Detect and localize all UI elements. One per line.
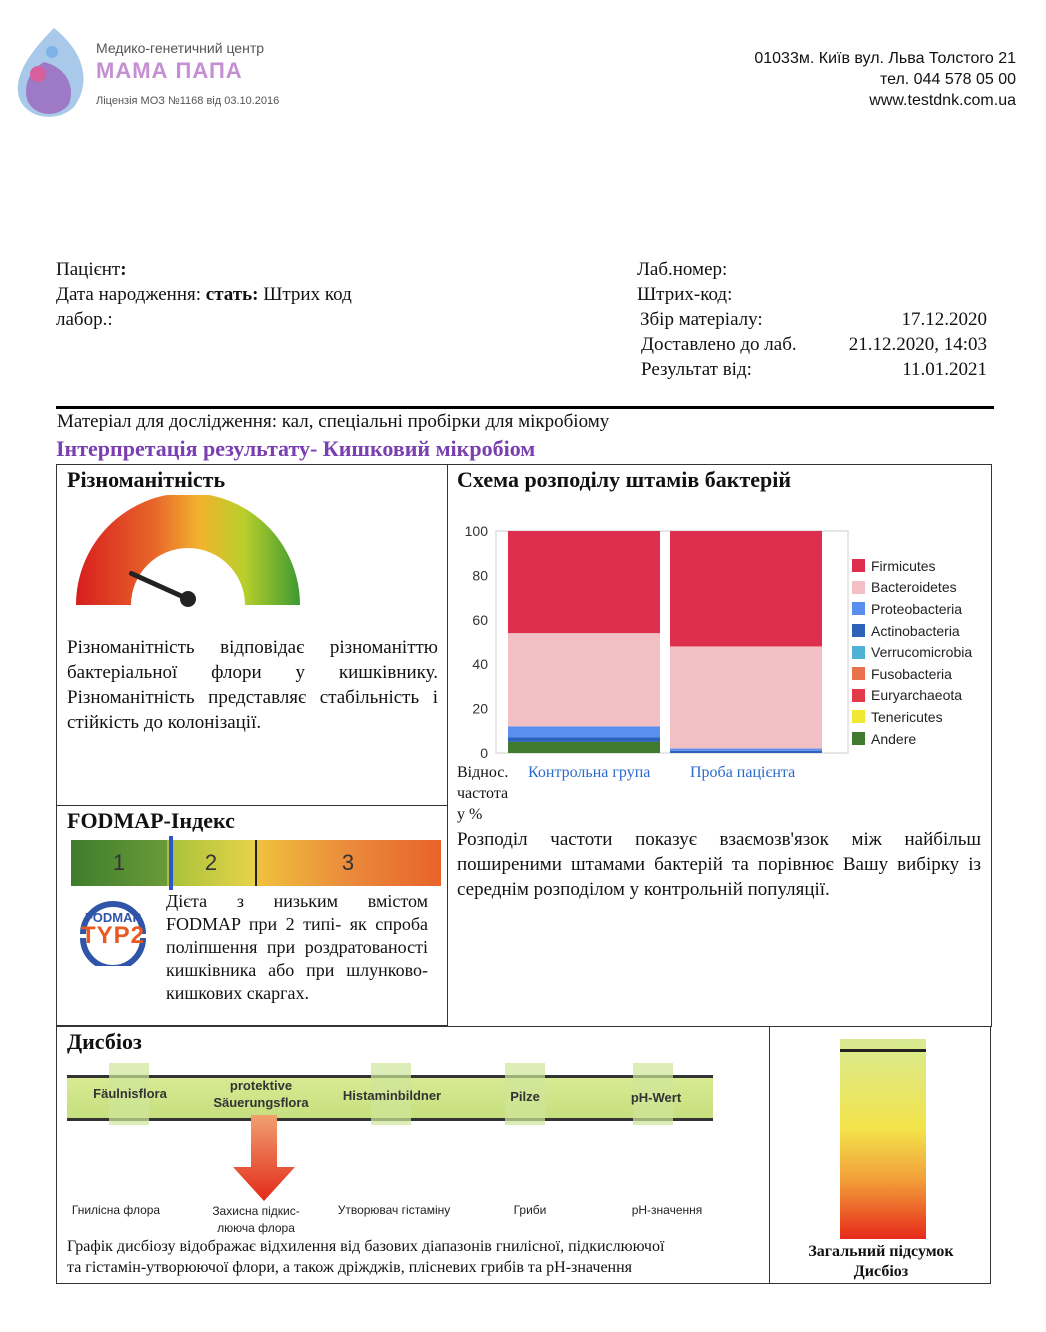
barcode-label: Штрих-код:	[637, 284, 733, 305]
delivered-row	[637, 332, 987, 357]
legend-swatch	[852, 559, 865, 572]
lab-number-label: Лаб.номер:	[637, 259, 728, 280]
group-control-label: Контрольна група	[528, 764, 651, 781]
legend-label: Tenericutes	[871, 708, 943, 725]
axis-label-1: Віднос.	[457, 764, 509, 781]
material-line: Матеріал для дослідження: кал, спеціальні пробірки для мікробіому	[57, 411, 610, 432]
legend-label: Actinobacteria	[871, 622, 960, 639]
y-tick-label: 80	[472, 567, 488, 584]
group-patient-label: Проба пацієнта	[690, 764, 796, 781]
legend-item	[852, 685, 992, 707]
legend-swatch	[852, 689, 865, 702]
interpretation-title: Інтерпретація результату- Кишковий мікробіом	[56, 436, 536, 461]
patient-left	[56, 257, 426, 332]
dys-ua-3: Утворювач гістаміну	[337, 1203, 451, 1217]
divider	[56, 406, 994, 409]
website[interactable]: www.testdnk.com.ua	[869, 92, 1016, 109]
delivered-label: Доставлено до лаб.	[641, 334, 797, 355]
result-label: Результат від:	[641, 359, 752, 380]
summary-marker	[840, 1049, 926, 1052]
legend-item	[852, 620, 992, 642]
result-date: 11.01.2021	[902, 359, 987, 380]
dys-de-1: Fäulnisflora	[93, 1086, 167, 1101]
fodmap-box	[56, 805, 448, 1026]
legend-swatch	[852, 646, 865, 659]
y-tick-label: 100	[464, 523, 488, 539]
birth-label: Дата народження:	[56, 284, 202, 305]
legend-label: Andere	[871, 730, 917, 747]
dys-ua-5: pH-значення	[631, 1203, 703, 1217]
delivered-date: 21.12.2020, 14:03	[848, 334, 987, 355]
fodmap-segment-2: 2	[167, 840, 255, 886]
address: 01033м. Київ вул. Льва Толстого 21	[754, 50, 1016, 67]
fodmap-badge-bottom: TYP2	[80, 922, 146, 949]
legend-swatch	[852, 624, 865, 637]
y-tick-label: 0	[480, 745, 488, 761]
legend-label: Euryarchaeota	[871, 687, 963, 704]
legend-item	[852, 598, 992, 620]
collection-date: 17.12.2020	[901, 309, 987, 330]
legend-swatch	[852, 732, 865, 745]
summary-gauge	[840, 1039, 926, 1239]
legend-item	[852, 728, 992, 750]
logo-icon	[14, 22, 90, 122]
bar-actinobacteria	[508, 737, 660, 741]
sex-label: стать:	[205, 284, 259, 305]
collection-label: Збір матеріалу:	[640, 309, 763, 330]
legend-swatch	[852, 602, 865, 615]
dys-ua-2: Захисна підкис-лююча флора	[212, 1204, 300, 1235]
summary-label-2: Дисбіоз	[853, 1263, 909, 1280]
birth-line	[56, 282, 426, 307]
bar-proteobacteria	[508, 726, 660, 737]
address-block	[754, 48, 1016, 111]
diversity-text: Різноманітність відповідає різноманіттю бактеріальної флори у кишківнику. Різноманітність представляє стабільність і стійкість до колонізації.	[67, 637, 438, 733]
dys-ua-1: Гнилісна флора	[71, 1203, 161, 1217]
distribution-box	[447, 464, 992, 1027]
legend-label: Verrucomicrobia	[871, 644, 973, 661]
distribution-title: Схема розподілу штамів бактерій	[457, 467, 792, 492]
legend-item	[852, 641, 992, 663]
diversity-title: Різноманітність	[67, 467, 226, 492]
summary-label-1: Загальний підсумок	[808, 1243, 954, 1260]
bar-bacteroidetes	[670, 646, 822, 748]
fodmap-badge-top: FODMAP	[84, 910, 142, 925]
diversity-box	[56, 464, 448, 806]
y-tick-label: 40	[472, 656, 488, 673]
legend-item	[852, 555, 992, 577]
dysbiosis-arrow	[229, 1115, 299, 1203]
collection-row	[637, 307, 987, 332]
axis-label-2: частота	[457, 785, 509, 802]
dys-ua-4: Гриби	[513, 1203, 547, 1217]
bar-actinobacteria	[670, 751, 822, 753]
bar-firmicutes	[508, 531, 660, 633]
legend-label: Proteobacteria	[871, 600, 963, 617]
dysbiosis-title: Дисбіоз	[67, 1029, 142, 1054]
legend-label: Bacteroidetes	[871, 579, 957, 596]
y-tick-label: 20	[472, 700, 488, 717]
bar-firmicutes	[670, 531, 822, 646]
chart-legend	[852, 555, 992, 749]
fodmap-segment-3: 3	[255, 840, 441, 886]
y-tick-label: 60	[472, 611, 488, 628]
legend-swatch	[852, 710, 865, 723]
patient-label: Пацієнт	[56, 259, 121, 280]
fodmap-scale	[71, 840, 441, 886]
dys-de-2: protektive Säuerungsflora	[213, 1078, 309, 1110]
bar-proteobacteria	[670, 749, 822, 751]
brand-name: МАМА ПАПА	[96, 58, 243, 83]
phone: тел. 044 578 05 00	[879, 71, 1016, 88]
dys-de-5: pH-Wert	[630, 1090, 682, 1105]
dys-de-3: Histaminbildner	[342, 1088, 442, 1103]
legend-label: Fusobacteria	[871, 665, 952, 682]
legend-item	[852, 663, 992, 685]
fodmap-title: FODMAP-Індекс	[67, 808, 235, 833]
legend-swatch	[852, 667, 865, 680]
dys-de-4: Pilze	[510, 1089, 540, 1104]
legend-item	[852, 577, 992, 599]
axis-label-3: у %	[457, 806, 483, 823]
fodmap-marker	[169, 836, 173, 890]
logo	[14, 22, 90, 122]
diversity-gauge	[73, 495, 303, 610]
barcode-label-a: Штрих код	[263, 284, 352, 305]
bar-andere	[508, 742, 660, 753]
patient-right	[637, 257, 987, 382]
fodmap-text: Дієта з низьким вмістом FODMAP при 2 типі- як спроба поліпшення при роздратованості кишківника або при шлунково-кишкових скаргах.	[166, 891, 428, 1003]
dysbiosis-text-1: Графік дисбіозу відображає відхилення від базових діапазонів гнилісної, підкислюючої	[67, 1238, 665, 1255]
dysbiosis-box	[56, 1026, 770, 1284]
summary-box	[769, 1026, 991, 1284]
center-subtitle: Медико-генетичний центр	[96, 40, 265, 56]
result-row	[637, 357, 987, 382]
fodmap-segment-1: 1	[71, 840, 167, 886]
dysbiosis-text-2: та гістамін-утворюючої флори, а також дріжджів, плісневих грибів та pH-значення	[67, 1259, 633, 1276]
bar-bacteroidetes	[508, 633, 660, 726]
fodmap-badge	[75, 896, 151, 966]
patient-line: Пацієнт:	[56, 259, 127, 280]
fodmap-separator	[255, 840, 257, 886]
legend-label: Firmicutes	[871, 557, 936, 574]
distribution-text: Розподіл частоти показує взаємозв'язок між найбільш поширеними штамами бактерій та порівнює Вашу вибірку із середнім розподілом у контрольній популяції.	[457, 829, 981, 900]
lab-line: лабор.:	[56, 309, 113, 330]
legend-swatch	[852, 581, 865, 594]
license-text: Ліцензія МОЗ №1168 від 03.10.2016	[96, 95, 280, 107]
legend-item	[852, 706, 992, 728]
gauge-needle	[131, 574, 196, 608]
